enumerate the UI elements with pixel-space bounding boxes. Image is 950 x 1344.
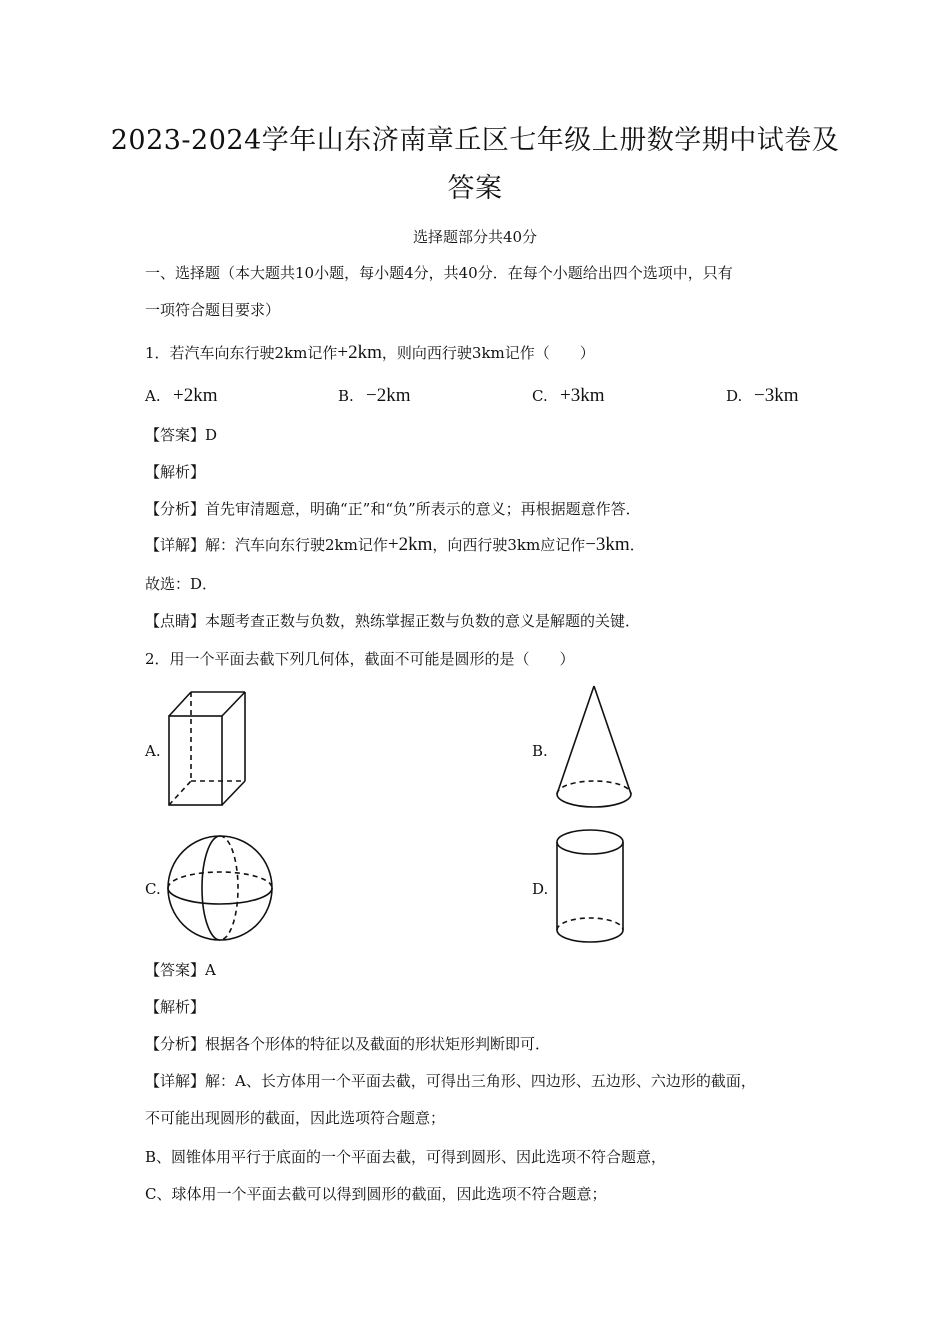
q1-option-c (532, 385, 605, 407)
q2-figure-b-label: B. (532, 742, 548, 760)
q1-option-c-label: C. (532, 387, 548, 405)
q2-jiexi: 【解析】 (145, 998, 206, 1016)
q1-option-b (338, 385, 411, 407)
section1-heading-line2: 一项符合题目要求） (145, 301, 281, 319)
q1-stem-text-b: ，则向西行驶3km记作（ ） (381, 344, 595, 362)
cylinder-figure (553, 826, 629, 948)
section1-heading-line1: 一、选择题（本大题共10小题，每小题4分，共40分．在每个小题给出四个选项中，只有 (145, 264, 733, 282)
section-subtitle: 选择题部分共40分 (412, 228, 538, 246)
cone-base (557, 794, 631, 807)
cone-side (594, 686, 631, 794)
sphere-figure (166, 832, 278, 944)
q1-option-d (726, 385, 799, 407)
q1-option-d-value: −3km (754, 385, 799, 406)
cuboid-front-face (169, 716, 222, 805)
sphere-equator-hidden (168, 872, 272, 888)
cylinder-base (557, 930, 623, 942)
q1-answer: 【答案】D (145, 426, 218, 444)
q1-option-a-label: A. (145, 387, 161, 405)
cuboid-edge (169, 692, 191, 716)
q1-xiangjie (145, 534, 645, 556)
document-title-line2: 答案 (447, 173, 503, 204)
q1-xiangjie-text-a: 【详解】解：汽车向东行驶2km记作 (145, 536, 388, 554)
q2-xiangjie-line2: 不可能出现圆形的截面，因此选项符合题意； (145, 1109, 446, 1127)
q1-stem-text-a: 1．若汽车向东行驶2km记作 (145, 344, 338, 362)
q2-fenxi: 【分析】根据各个形体的特征以及截面的形状矩形判断即可． (145, 1035, 551, 1053)
q1-guxuan: 故选：D． (145, 575, 218, 593)
cuboid-figure (165, 688, 250, 810)
cone-base-hidden (557, 781, 631, 794)
q1-xiangjie-text-b: ，向西行驶3km应记作 (432, 536, 586, 554)
q1-fenxi: 【分析】首先审清题意，明确“正”和“负”所表示的意义；再根据题意作答． (145, 500, 641, 518)
q1-option-a-value: +2km (173, 385, 218, 406)
sphere-meridian-hidden (220, 836, 238, 940)
sphere-meridian (202, 836, 220, 940)
q1-xiangjie-math-2: −3km (585, 534, 630, 555)
cone-figure (553, 682, 635, 816)
document-title-line1: 2023-2024学年山东济南章丘区七年级上册数学期中试卷及 (110, 125, 840, 156)
q2-answer: 【答案】A (145, 961, 216, 979)
cuboid-edge (222, 781, 245, 805)
q1-xiangjie-text-c: ． (629, 536, 645, 554)
q1-option-b-value: −2km (366, 385, 411, 406)
q1-option-c-value: +3km (560, 385, 605, 406)
q2-xiangjie-line3: B、圆锥体用平行于底面的一个平面去截，可得到圆形、因此选项不符合题意， (145, 1148, 667, 1166)
cone-side (557, 686, 594, 794)
q1-option-d-label: D. (726, 387, 743, 405)
q2-figure-c-label: C. (145, 880, 161, 898)
cylinder-top (557, 830, 623, 854)
cuboid-hidden-edge (169, 781, 191, 805)
q1-stem (145, 342, 595, 364)
q2-xiangjie-line4: C、球体用一个平面去截可以得到圆形的截面，因此选项不符合题意； (145, 1185, 607, 1203)
q1-option-b-label: B. (338, 387, 354, 405)
q1-stem-math: +2km (337, 342, 382, 363)
q1-option-a (145, 385, 218, 407)
q2-figure-a-label: A. (145, 742, 161, 760)
cuboid-edge (222, 692, 245, 716)
q1-xiangjie-math-1: +2km (387, 534, 433, 555)
sphere-outline (168, 836, 272, 940)
cylinder-base-hidden (557, 918, 623, 930)
q1-dianjing: 【点睛】本题考查正数与负数，熟练掌握正数与负数的意义是解题的关键． (145, 612, 641, 630)
q2-xiangjie-line1: 【详解】解：A、长方体用一个平面去截，可得出三角形、四边形、五边形、六边形的截面， (145, 1072, 756, 1090)
q1-jiexi: 【解析】 (145, 463, 206, 481)
q2-stem: 2．用一个平面去截下列几何体，截面不可能是圆形的是（ ） (145, 650, 575, 668)
sphere-equator (168, 888, 272, 904)
q2-figure-d-label: D. (532, 880, 549, 898)
